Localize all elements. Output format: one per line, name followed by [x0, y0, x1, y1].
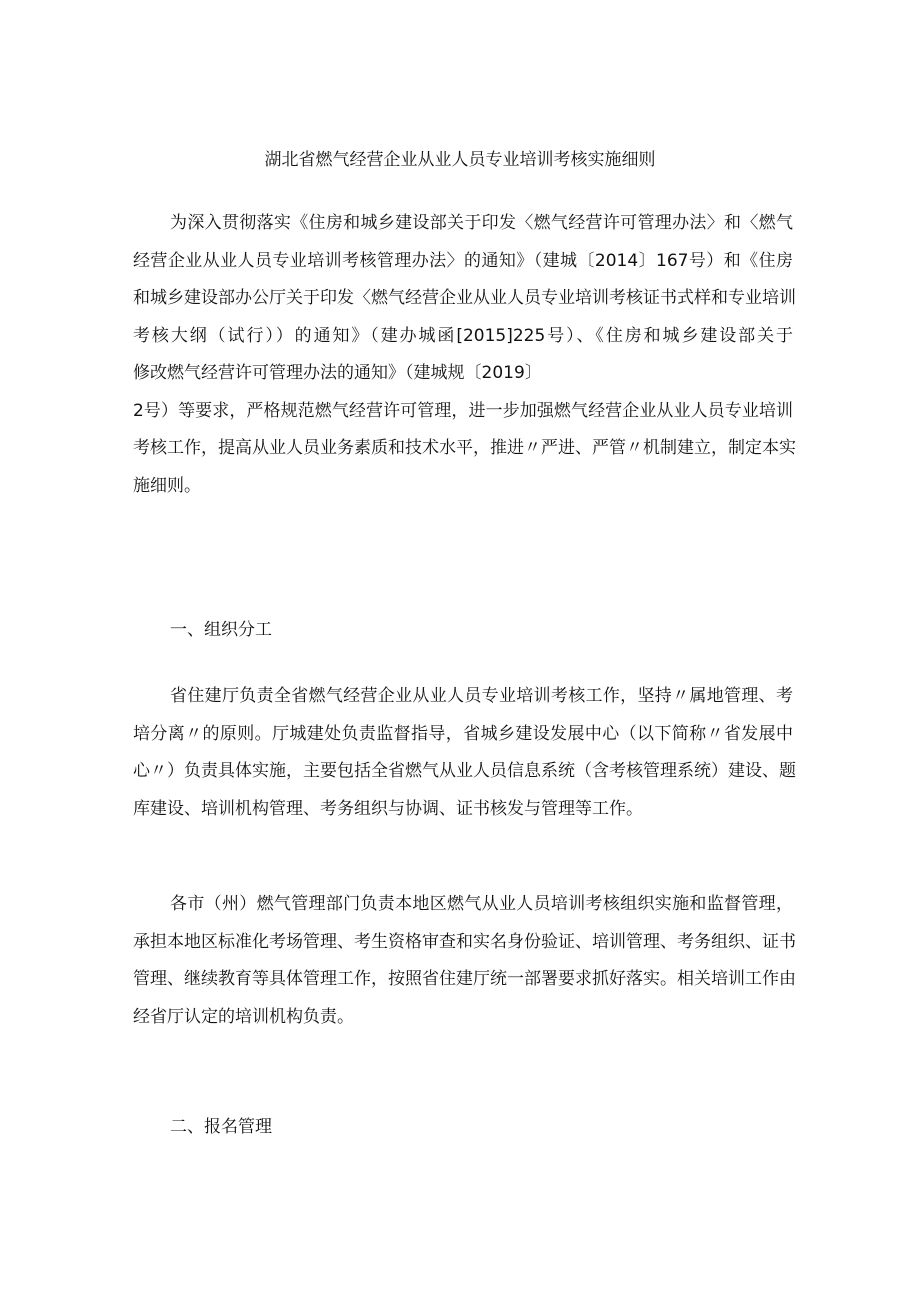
section1-paragraph-2: [133, 886, 796, 1036]
intro-paragraph: [133, 205, 796, 505]
paragraph-line: 承担本地区标准化考场管理、考生资格审查和实名身份验证、培训管理、考务组织、证书: [133, 931, 796, 952]
paragraph-line: 经省厅认定的培训机构负责。: [133, 1006, 354, 1027]
paragraph-line: 各市（州）燃气管理部门负责本地区燃气从业人员培训考核组织实施和监督管理，: [170, 894, 793, 914]
section-heading-1: 一、组织分工: [170, 620, 272, 640]
intro-line: 2号）等要求，严格规范燃气经营许可管理，进一步加强燃气经营企业从业人员专业培训: [133, 400, 793, 421]
paragraph-line: 库建设、培训机构管理、考务组织与协调、证书核发与管理等工作。: [133, 798, 643, 819]
intro-line: 为深入贯彻落实《住房和城乡建设部关于印发〈燃气经营许可管理办法〉和〈燃气: [170, 213, 793, 233]
intro-line: 施细则。: [133, 475, 201, 496]
section1-paragraph-1: [133, 678, 796, 828]
document-title: 湖北省燃气经营企业从业人员专业培训考核实施细则: [264, 150, 656, 170]
intro-line: 考核大纲（试行））的通知》（建办城函[2015]225号）、《住房和城乡建设部关于: [133, 325, 793, 346]
section-heading-2: 二、报名管理: [170, 1117, 272, 1137]
paragraph-line: 省住建厅负责全省燃气经营企业从业人员专业培训考核工作，坚持〃属地管理、考: [170, 686, 793, 706]
intro-line: 和城乡建设部办公厅关于印发〈燃气经营企业从业人员专业培训考核证书式样和专业培训: [133, 288, 796, 308]
intro-line: 经营企业从业人员专业培训考核管理办法〉的通知》（建城〔2014〕167号）和《住房: [133, 250, 793, 271]
paragraph-line: 培分离〃的原则。厅城建处负责监督指导，省城乡建设发展中心（以下简称〃省发展中: [133, 723, 793, 744]
intro-line: 考核工作，提高从业人员业务素质和技术水平，推进〃严进、严管〃机制建立，制定本实: [133, 438, 796, 458]
paragraph-line: 心〃）负责具体实施，主要包括全省燃气从业人员信息系统（含考核管理系统）建设、题: [133, 761, 796, 781]
intro-line: 修改燃气经营许可管理办法的通知》（建城规〔2019〕: [133, 363, 542, 383]
paragraph-line: 管理、继续教育等具体管理工作，按照省住建厅统一部署要求抓好落实。相关培训工作由: [133, 969, 796, 989]
